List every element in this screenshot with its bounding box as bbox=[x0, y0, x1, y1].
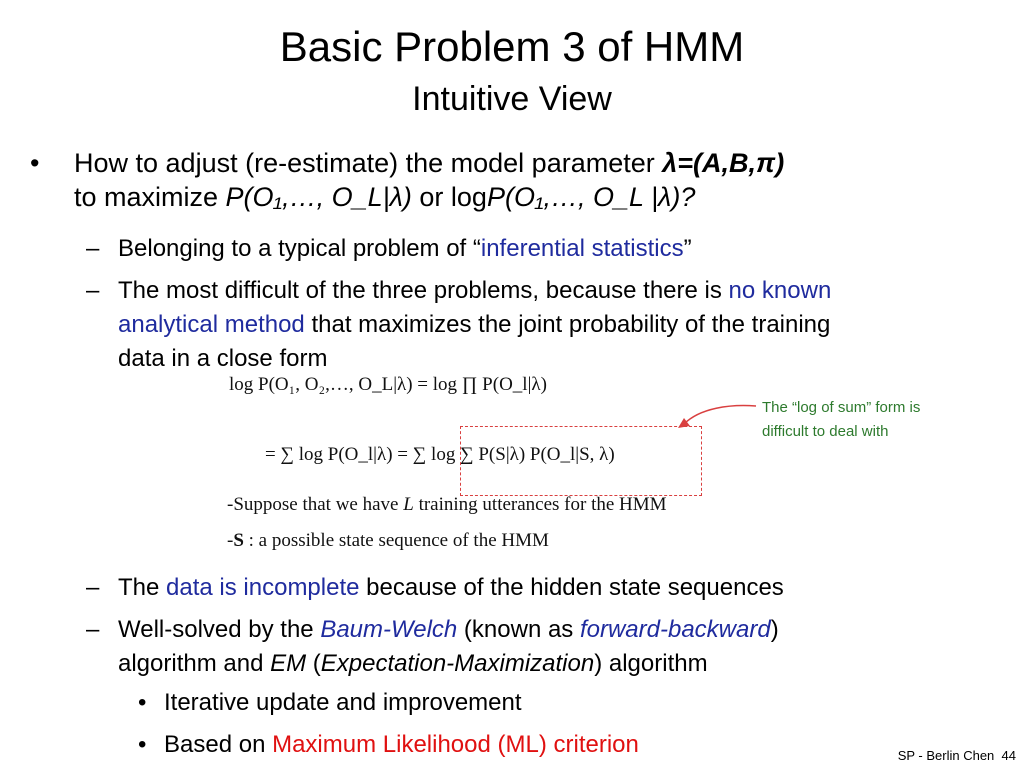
bullet-dot-icon: • bbox=[138, 731, 147, 758]
bullet-1-prefix: to maximize bbox=[74, 182, 226, 212]
sub-sub-bullet-1-text: Iterative update and improvement bbox=[164, 689, 522, 716]
slide-footer bbox=[870, 748, 1016, 763]
bullet-dot-icon: • bbox=[30, 148, 40, 178]
slide-subtitle: Intuitive View bbox=[412, 80, 612, 118]
em-term: EM bbox=[270, 650, 307, 677]
equation-2: = ∑ log P(O_l|λ) = ∑ log ∑ P(S|λ) P(O_l|S, λ) bbox=[265, 444, 615, 465]
note-2-var: S bbox=[233, 530, 244, 551]
log-of-sum-highlight-box bbox=[460, 426, 702, 496]
sub-bullet-1-close-quote: ” bbox=[683, 235, 692, 262]
baum-welch-term: Baum-Welch bbox=[320, 616, 458, 643]
callout-note bbox=[762, 396, 1002, 444]
callout-arrow-icon bbox=[670, 398, 760, 432]
dash-marker: – bbox=[86, 235, 100, 262]
page-number: 44 bbox=[1001, 748, 1016, 763]
equation-1: log P(O₁, O₂,…, O_L|λ) = log ∏ P(O_l|λ) bbox=[229, 374, 547, 395]
footer-label: SP - Berlin Chen bbox=[897, 748, 995, 763]
sub-bullet-4-line-1 bbox=[118, 613, 978, 647]
bullet-1-text: How to adjust (re-estimate) the model parameter bbox=[74, 148, 663, 178]
sub-bullet-4-known-as: (known as bbox=[457, 616, 580, 643]
inferential-statistics-term: inferential statistics bbox=[480, 235, 684, 262]
bullet-1-line-1 bbox=[74, 146, 984, 180]
callout-line-1: The “log of sum” form is bbox=[762, 399, 921, 416]
note-1-suffix: training utterances for the HMM bbox=[413, 494, 667, 515]
note-2 bbox=[227, 530, 549, 552]
data-incomplete-term: data is incomplete bbox=[166, 574, 360, 601]
sub-bullet-2-line-1 bbox=[118, 274, 978, 308]
sub-bullet-4-algorithm-and: algorithm and bbox=[118, 650, 271, 677]
forward-backward-term: forward-backward bbox=[579, 616, 771, 643]
dash-marker: – bbox=[86, 277, 100, 304]
sub-bullet-2-line-2 bbox=[118, 308, 978, 342]
log-likelihood-expr: P(O₁,…, O_L |λ)? bbox=[486, 182, 696, 212]
sub-bullet-4-close-paren: ) bbox=[770, 616, 779, 643]
slide-title: Basic Problem 3 of HMM bbox=[279, 23, 745, 70]
sub-bullet-3-text: The bbox=[118, 574, 167, 601]
bullet-1-or: or log bbox=[411, 182, 487, 212]
bullet-1-line-2 bbox=[74, 180, 984, 214]
bullet-dot-icon: • bbox=[138, 689, 147, 716]
dash-marker: – bbox=[86, 616, 100, 643]
no-known-term: no known bbox=[728, 277, 832, 304]
sub-bullet-4-text: Well-solved by the bbox=[118, 616, 321, 643]
likelihood-expr: P(O₁,…, O_L|λ) bbox=[225, 182, 412, 212]
expectation-maximization-term: Expectation-Maximization bbox=[320, 650, 595, 677]
callout-line-2: difficult to deal with bbox=[762, 423, 889, 440]
note-1-prefix: -Suppose that we have bbox=[227, 494, 404, 515]
analytical-method-term: analytical method bbox=[118, 311, 305, 338]
sub-bullet-4-algorithm: ) algorithm bbox=[594, 650, 708, 677]
sub-bullet-1-text: Belonging to a typical problem of “ bbox=[118, 235, 481, 262]
dash-marker: – bbox=[86, 574, 100, 601]
sub-bullet-2-ending: data in a close form bbox=[118, 345, 328, 372]
note-2-suffix: : a possible state sequence of the HMM bbox=[243, 530, 549, 551]
sub-bullet-2-continuation: that maximizes the joint probability of the training bbox=[304, 311, 831, 338]
sub-bullet-2-text: The most difficult of the three problems, because there is bbox=[118, 277, 729, 304]
sub-bullet-4-line-2 bbox=[118, 647, 978, 681]
sub-sub-bullet-2-text: Based on bbox=[164, 731, 273, 758]
note-2-prefix: - bbox=[227, 530, 234, 551]
ml-criterion-term: Maximum Likelihood (ML) criterion bbox=[272, 731, 639, 758]
note-1 bbox=[227, 494, 667, 516]
model-parameter: λ=(A,B,π) bbox=[662, 148, 785, 178]
sub-bullet-4-open-paren: ( bbox=[306, 650, 321, 677]
note-1-var: L bbox=[403, 494, 414, 515]
sub-bullet-3-continuation: because of the hidden state sequences bbox=[359, 574, 784, 601]
